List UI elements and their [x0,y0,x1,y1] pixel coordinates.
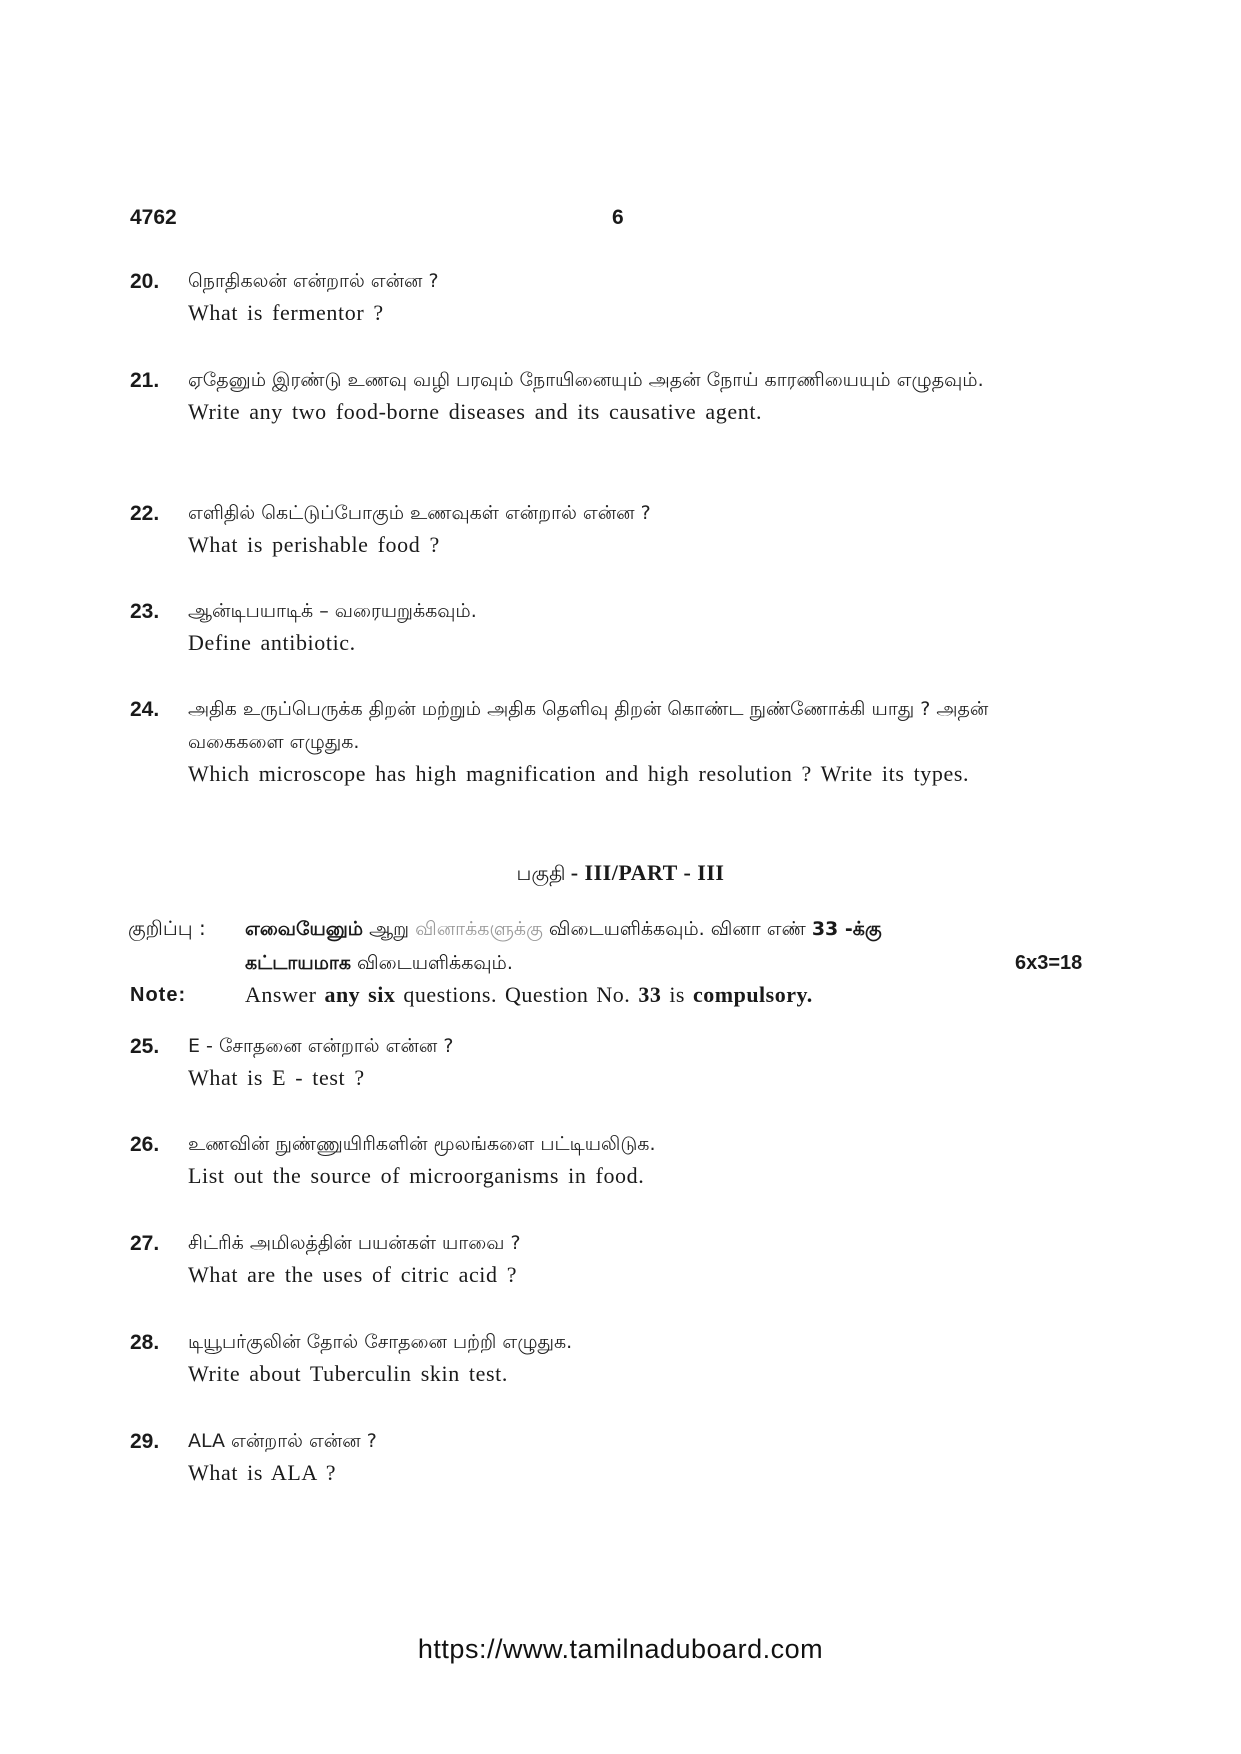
note-emphasis: 33 -க்கு [811,918,882,940]
question-29 [130,1425,1060,1488]
question-english: What is perishable food ? [188,532,440,557]
part-three-heading [0,860,1241,888]
question-english: Define antibiotic. [188,630,356,655]
question-english: Write about Tuberculin skin test. [188,1361,508,1386]
marks-allocation: 6x3=18 [1015,952,1083,974]
question-number: 25. [130,1035,160,1058]
question-25 [130,1030,1060,1093]
note-text: Answer [245,982,317,1007]
question-tamil: அதிக உருப்பெருக்க திறன் மற்றும் அதிக தெளிவு திறன் கொண்ட நுண்ணோக்கி யாது ? அதன் வகைகளை எழுதுக. [188,698,989,753]
question-number: 29. [130,1430,160,1453]
note-text: is [669,982,685,1007]
note-text: விடையளிக்கவும். வினா எண் [548,918,806,940]
question-26 [130,1128,1060,1191]
question-number: 22. [130,502,160,525]
part-heading-english: - III/PART - III [570,860,725,885]
question-tamil: எளிதில் கெட்டுப்போகும் உணவுகள் என்றால் என்ன ? [188,502,651,524]
question-20 [130,265,1060,328]
question-number: 21. [130,369,160,392]
question-english: List out the source of microorganisms in food. [188,1163,645,1188]
question-english: What are the uses of citric acid ? [188,1262,518,1287]
question-english: What is fermentor ? [188,300,384,325]
note-label-tamil: குறிப்பு : [128,916,206,940]
question-tamil: டியூபர்குலின் தோல் சோதனை பற்றி எழுதுக. [188,1331,573,1353]
note-text: questions. Question No. [403,982,631,1007]
question-27 [130,1227,1060,1290]
question-21 [130,364,1060,427]
part-heading-tamil: பகுதி [516,861,566,885]
note-emphasis: கட்டாயமாக [245,952,351,974]
question-english: What is ALA ? [188,1460,337,1485]
note-text: ஆறு [369,918,410,940]
question-tamil: ALA என்றால் என்ன ? [188,1430,377,1452]
question-number: 24. [130,698,160,721]
note-emphasis: 33 [638,982,662,1007]
question-tamil: சிட்ரிக் அமிலத்தின் பயன்கள் யாவை ? [188,1232,521,1254]
question-tamil: E - சோதனை என்றால் என்ன ? [188,1035,454,1057]
question-22 [130,497,1060,560]
question-number: 20. [130,270,160,293]
question-tamil: ஏதேனும் இரண்டு உணவு வழி பரவும் நோயினையும் அதன் நோய் காரணியையும் எழுதவும். [188,369,984,391]
question-28 [130,1326,1060,1389]
question-english: Which microscope has high magnification and high resolution ? Write its types. [188,761,970,786]
page-number: 6 [612,206,624,229]
question-number: 27. [130,1232,160,1255]
question-number: 26. [130,1133,160,1156]
note-text-tamil [245,912,1065,980]
note-text: விடையளிக்கவும். [357,952,513,974]
question-tamil: உணவின் நுண்ணுயிரிகளின் மூலங்களை பட்டியலிடுக. [188,1133,656,1155]
footer-website-link[interactable]: https://www.tamilnaduboard.com [417,1634,824,1664]
question-number: 28. [130,1331,160,1354]
note-text-english [245,980,813,1010]
question-number: 23. [130,600,160,623]
question-english: What is E - test ? [188,1065,365,1090]
question-tamil: ஆன்டிபயாடிக் – வரையறுக்கவும். [188,600,477,622]
note-label-english: Note: [130,984,187,1006]
note-emphasis: any six [324,982,396,1007]
note-text-faded: வினாக்களுக்கு [415,918,543,940]
question-english: Write any two food-borne diseases and its causative agent. [188,399,763,424]
question-tamil: நொதிகலன் என்றால் என்ன ? [188,270,439,292]
paper-code: 4762 [130,206,177,229]
note-tamil-line-2 [245,946,1065,980]
note-emphasis: எவையேனும் [245,918,364,940]
note-tamil-line-1 [245,912,1065,946]
question-23 [130,595,1060,658]
note-emphasis: compulsory. [693,982,813,1007]
question-24 [130,693,1060,789]
